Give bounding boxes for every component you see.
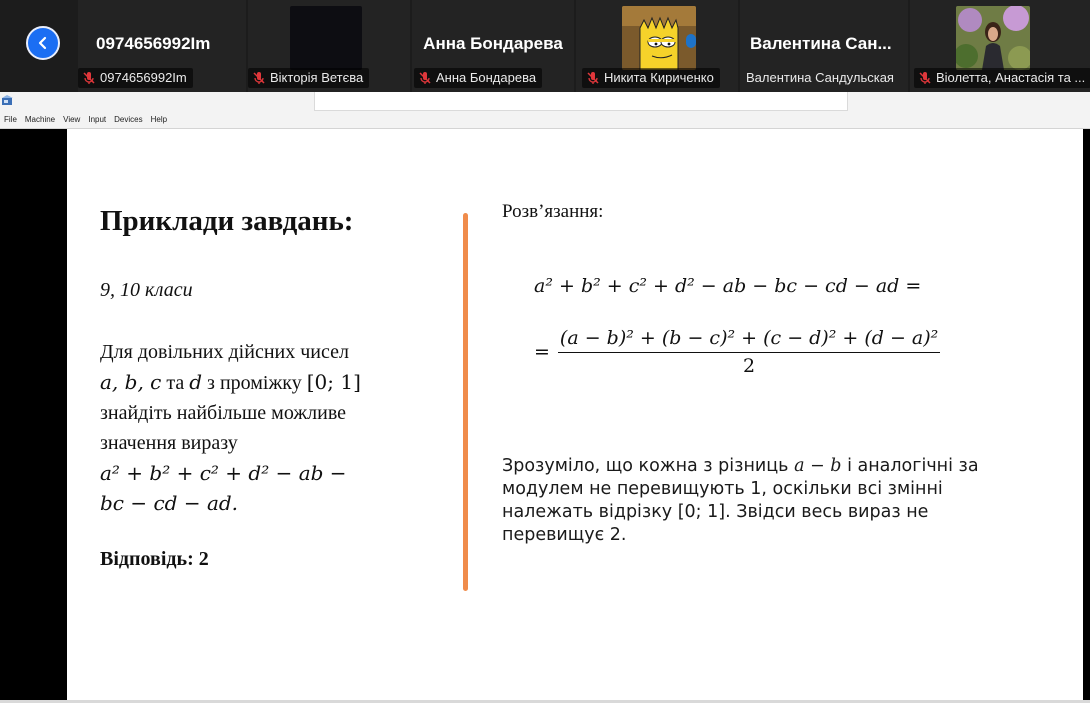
problem-line: Для довільних дійсних чисел [100,341,349,363]
participant-label [78,68,193,88]
explanation-text: і аналогічні за модулем не перевищують 1, оскільки всі змінні належать відрізку [0; 1]. Звідси весь вираз не перевищує 2. [502,456,979,545]
problem-line: значення виразу [100,432,238,454]
formula-fraction [558,327,940,377]
participant-label [742,68,900,88]
mic-off-icon [418,71,432,85]
photo-thumbnail-icon [956,6,1030,70]
problem-text: та [161,372,190,394]
zoom-participant-strip [0,0,1090,92]
grades-label: 9, 10 класи [100,279,193,301]
problem-expression: bc − cd − ad. [100,491,239,515]
guest-display[interactable] [0,129,1090,703]
solution-heading: Розв’язання: [502,201,604,222]
answer-text: Відповідь: 2 [100,548,209,570]
participant-avatar-image [622,6,696,70]
virtualbox-window [0,92,1090,703]
participant-name: Анна Бондарева [423,34,563,53]
participant-label-text: Валентина Сандульская [746,70,894,85]
participant-name: 0974656992Im [96,34,211,53]
virtualbox-icon [1,95,14,107]
participant-tile[interactable] [248,0,410,92]
participant-label [248,68,369,88]
menu-file[interactable]: File [4,115,17,124]
participant-label-text: Віолетта, Анастасія та ... [936,70,1086,85]
menu-devices[interactable]: Devices [114,115,143,124]
participant-name: Валентина Сан... [750,34,892,53]
participant-tile[interactable] [78,0,246,92]
mic-off-icon [82,71,96,85]
fraction-numerator: (a − b)² + (b − c)² + (c − d)² + (d − a)² [558,327,940,353]
problem-line: знайдіть найбільше можливе [100,402,347,424]
explanation-text: Зрозуміло, що кожна з різниць [502,456,795,476]
participant-label-text: 0974656992Im [100,70,187,85]
problem-text: з проміжку [202,372,307,394]
chevron-left-icon [36,36,50,50]
cartoon-avatar-icon [622,6,696,70]
participant-tile[interactable] [740,0,908,92]
vm-toolbar [0,92,1090,129]
problem-interval: [0; 1] [306,370,361,394]
presentation-slide [67,129,1083,703]
participant-tile[interactable] [910,0,1090,92]
formula-lhs: a² + b² + c² + d² − ab − bc − cd − ad = [534,275,922,297]
menu-view[interactable]: View [63,115,81,124]
participant-photo [956,6,1030,70]
formula-rhs [534,327,940,377]
participant-label [914,68,1090,88]
participant-label-text: Никита Кириченко [604,70,714,85]
problem-line [100,367,430,398]
problem-variables: a, b, c [100,370,162,394]
fraction-denominator: 2 [743,355,756,377]
solution-explanation [502,455,1012,547]
mic-off-icon [918,71,932,85]
mic-off-icon [252,71,266,85]
menu-machine[interactable]: Machine [24,115,56,124]
formula-equals: = [534,341,550,363]
participant-tile[interactable] [412,0,574,92]
slide-title: Приклади завдань: [100,205,354,237]
zoom-share-bar [314,92,848,111]
orange-divider [463,213,468,591]
problem-statement [100,337,430,518]
participant-video [290,6,362,70]
menu-help[interactable]: Help [150,115,168,124]
vm-menubar [0,114,171,126]
participant-label-text: Вікторія Ветєва [270,70,364,85]
menu-input[interactable]: Input [88,115,107,124]
participant-tile[interactable] [576,0,738,92]
explanation-math: a − b [794,456,842,476]
mic-off-icon [586,71,600,85]
back-button[interactable] [26,26,60,60]
participant-label-text: Анна Бондарева [436,70,537,85]
participant-label [414,68,542,88]
participant-label [582,68,720,88]
problem-variable-d: d [189,370,203,394]
problem-expression: a² + b² + c² + d² − ab − [100,461,347,485]
